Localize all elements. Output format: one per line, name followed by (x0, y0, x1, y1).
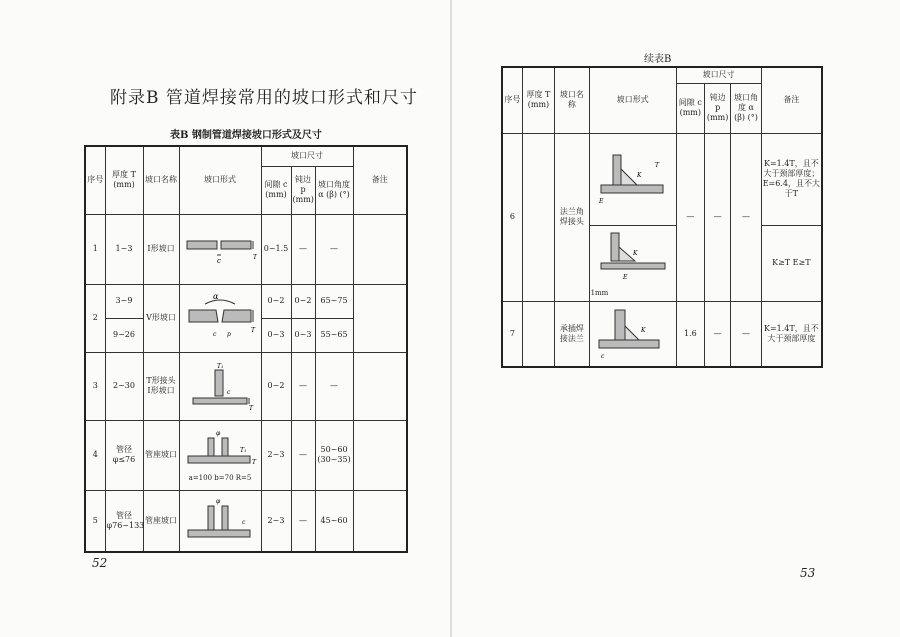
right-page (452, 0, 900, 637)
row-no: 4 (85, 420, 105, 490)
svg-text:α: α (213, 292, 219, 301)
row-remark: K=1.4T，且不大于颈部厚度；E=6.4，且不大于T (761, 133, 822, 225)
figure-note: a=100 b=70 R=5 (188, 473, 252, 482)
table-caption: 表B 钢制管道焊接坡口形式及尺寸 (170, 130, 322, 141)
row-remark (353, 284, 407, 352)
row-no: 7 (502, 301, 522, 367)
row-thickness: 2~30 (105, 352, 143, 420)
header-thickness: 厚度 T (mm) (105, 146, 143, 214)
groove-figure-flange-fillet (589, 133, 676, 225)
row-no: 5 (85, 490, 105, 552)
header-groove-size: 坡口尺寸 (676, 67, 761, 83)
header-groove-size: 坡口尺寸 (261, 146, 353, 166)
row-groove-name: 管座坡口 (143, 490, 179, 552)
table-row (85, 490, 407, 552)
row-groove-name: 管座坡口 (143, 420, 179, 490)
header-groove-name: 坡口名称 (555, 67, 589, 133)
svg-text:T: T (249, 405, 254, 412)
svg-text:c: c (217, 257, 221, 265)
header-gap: 间隙 c (mm) (261, 166, 291, 214)
svg-text:E: E (598, 198, 603, 205)
svg-text:T: T (253, 254, 257, 261)
table-caption: 续表B (644, 54, 672, 65)
row-thickness: 3~9 (105, 284, 143, 318)
header-groove-form: 坡口形式 (179, 146, 261, 214)
row-gap: 0~2 (261, 352, 291, 420)
svg-text:c: c (227, 389, 231, 396)
table-row (85, 214, 407, 284)
svg-text:c: c (213, 331, 217, 338)
header-remark: 备注 (353, 146, 407, 214)
svg-text:K: K (636, 172, 642, 179)
row-gap: 0~1.5 (261, 214, 291, 284)
groove-figure-saddle (179, 420, 261, 490)
row-thickness (522, 301, 554, 367)
svg-text:T: T (251, 327, 256, 334)
svg-text:φ: φ (216, 497, 221, 505)
row-thickness: 1~3 (105, 214, 143, 284)
header-blunt: 钝边 p (mm) (291, 166, 315, 214)
row-angle: — (315, 352, 353, 420)
row-gap: 0~3 (261, 318, 291, 352)
svg-text:E: E (622, 273, 627, 281)
row-gap: 2~3 (261, 490, 291, 552)
svg-text:c: c (242, 518, 246, 526)
row-groove-name: 承插焊接法兰 (555, 301, 589, 367)
svg-text:K: K (640, 326, 646, 334)
svg-text:T₁: T₁ (240, 446, 247, 454)
table-row (85, 284, 407, 318)
row-blunt: — (704, 133, 730, 301)
row-groove-name: 法兰角焊接头 (555, 133, 589, 301)
row-blunt: — (704, 301, 730, 367)
header-thickness: 厚度 T (mm) (522, 67, 554, 133)
header-blunt: 钝边 p (mm) (704, 83, 730, 133)
svg-text:p: p (227, 331, 231, 338)
groove-figure-i (179, 214, 261, 284)
row-angle: — (731, 133, 761, 301)
row-gap: — (676, 133, 704, 301)
row-blunt: — (291, 490, 315, 552)
header-angle: 坡口角度 α (β) (°) (731, 83, 761, 133)
header-groove-form: 坡口形式 (589, 67, 676, 133)
svg-text:T: T (252, 458, 257, 466)
header-no: 序号 (85, 146, 105, 214)
row-groove-name: V形坡口 (143, 284, 179, 352)
row-angle: 55~65 (315, 318, 353, 352)
page-number: 52 (92, 556, 108, 570)
groove-figure-flange-fillet-alt (589, 225, 676, 301)
header-groove-name: 坡口名称 (143, 146, 179, 214)
row-angle: 45~60 (315, 490, 353, 552)
row-remark: K≥T E≥T (761, 225, 822, 301)
row-gap: 1.6 (676, 301, 704, 367)
svg-text:T₁: T₁ (217, 363, 224, 370)
row-remark (353, 352, 407, 420)
row-gap: 2~3 (261, 420, 291, 490)
row-no: 3 (85, 352, 105, 420)
row-groove-name: I形坡口 (143, 214, 179, 284)
table-row (502, 133, 822, 225)
header-gap: 间隙 c (mm) (676, 83, 704, 133)
row-angle: 65~75 (315, 284, 353, 318)
groove-figure-v (179, 284, 261, 352)
row-no: 2 (85, 284, 105, 352)
row-no: 6 (502, 133, 522, 301)
row-thickness: 管径 φ≤76 (105, 420, 143, 490)
row-blunt: 0~3 (291, 318, 315, 352)
row-thickness (522, 133, 554, 301)
svg-text:K: K (632, 249, 638, 257)
row-remark: K=1.4T，且不大于颈部厚度 (761, 301, 822, 367)
row-angle: — (731, 301, 761, 367)
row-thickness: 管径 φ76~133 (105, 490, 143, 552)
svg-text:T: T (654, 162, 659, 169)
row-angle: — (315, 214, 353, 284)
header-remark: 备注 (761, 67, 822, 133)
row-gap: 0~2 (261, 284, 291, 318)
svg-text:c: c (600, 352, 604, 360)
row-blunt: — (291, 214, 315, 284)
appendix-title: 附录B 管道焊接常用的坡口形式和尺寸 (110, 88, 418, 108)
svg-text:φ: φ (216, 429, 221, 437)
row-remark (353, 214, 407, 284)
table-row (502, 301, 822, 367)
header-no: 序号 (502, 67, 522, 133)
row-blunt: — (291, 352, 315, 420)
page-number: 53 (800, 566, 816, 580)
header-angle: 坡口角度 α (β) (°) (315, 166, 353, 214)
table-row (85, 352, 407, 420)
row-blunt: — (291, 420, 315, 490)
groove-figure-t (179, 352, 261, 420)
table-row (85, 420, 407, 490)
groove-figure-socket-flange (589, 301, 676, 367)
groove-figure-saddle-large (179, 490, 261, 552)
row-thickness: 9~26 (105, 318, 143, 352)
row-no: 1 (85, 214, 105, 284)
row-groove-name: T形接头 I形坡口 (143, 352, 179, 420)
row-angle: 50~60 (30~35) (315, 420, 353, 490)
figure-note: 1mm (590, 288, 609, 297)
groove-table (84, 145, 408, 553)
row-remark (353, 490, 407, 552)
row-blunt: 0~2 (291, 284, 315, 318)
groove-table-continued (501, 66, 823, 368)
row-remark (353, 420, 407, 490)
